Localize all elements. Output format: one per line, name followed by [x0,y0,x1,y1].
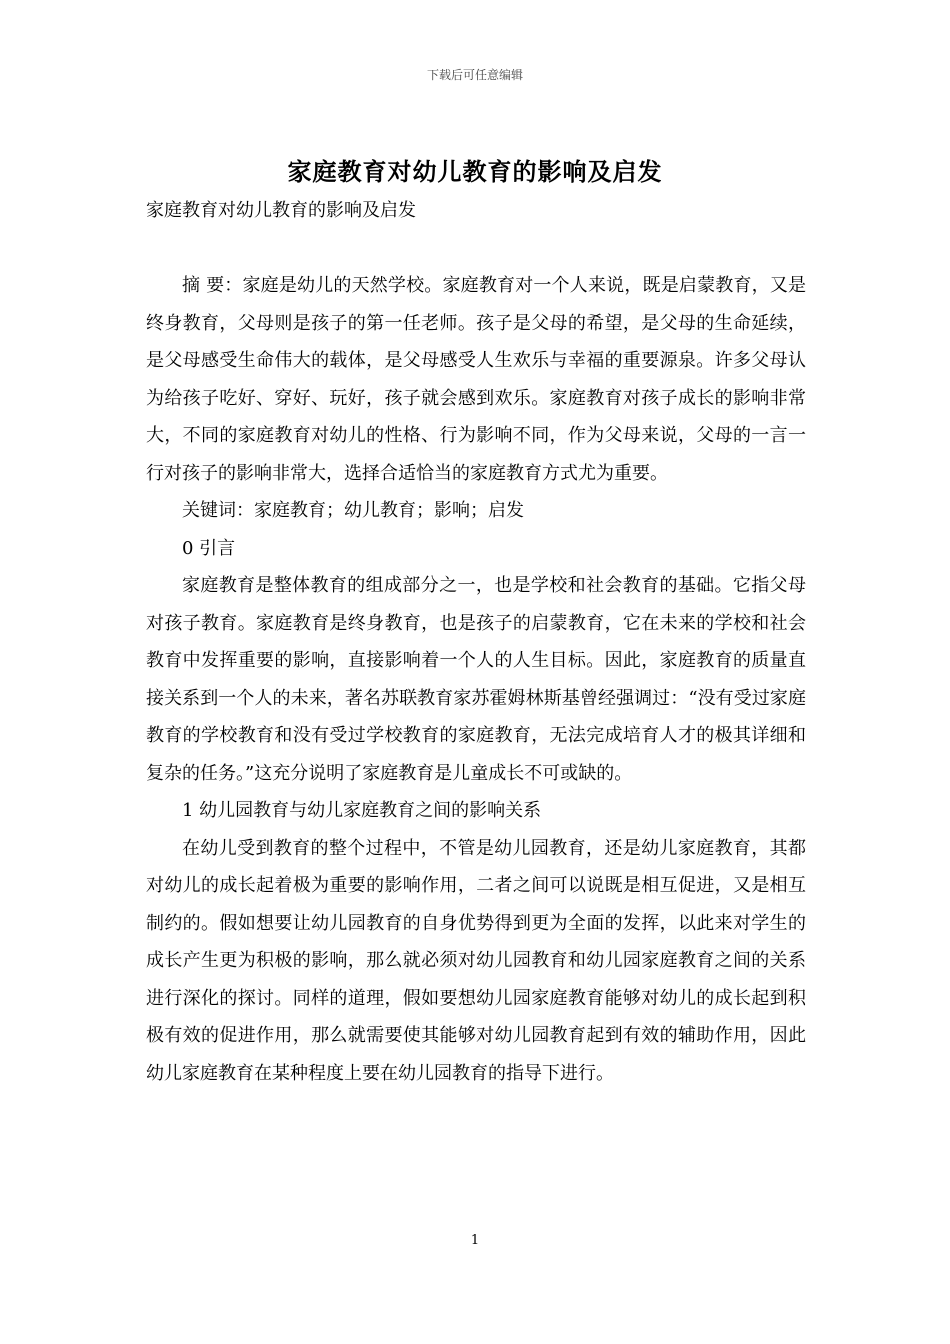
keywords-line: 关键词：家庭教育；幼儿教育；影响；启发 [182,500,524,521]
document-title: 家庭教育对幼儿教育的影响及启发 [287,157,663,186]
section-heading-introduction: 0 引言 [182,537,236,559]
section-heading-1: 1 幼儿园教育与幼儿家庭教育之间的影响关系 [182,800,542,821]
document-subtitle: 家庭教育对幼儿教育的影响及启发 [146,200,416,221]
introduction-paragraph: 家庭教育是整体教育的组成部分之一，也是学校和社会教育的基础。它指父母对孩子教育。家庭教育是终身教育，也是孩子的启蒙教育，它在未来的学校和社会教育中发挥重要的影响，直接影响着一个人的人生目标。因此，家庭教育的质量直接关系到一个人的未来，著名苏联教育家苏霍姆林斯基曾经强调过：“没有受过家庭教育的学校教育和没有受过学校教育的家庭教育，无法完成培育人才的极其详细和复杂的任务。”这充分说明了家庭教育是儿童成长不可或缺的。 [146,575,806,784]
abstract-paragraph: 摘 要：家庭是幼儿的天然学校。家庭教育对一个人来说，既是启蒙教育，又是终身教育，父母则是孩子的第一任老师。孩子是父母的希望，是父母的生命延续，是父母感受生命伟大的载体，是父母感受人生欢乐与幸福的重要源泉。许多父母认为给孩子吃好、穿好、玩好，孩子就会感到欢乐。家庭教育对孩子成长的影响非常大，不同的家庭教育对幼儿的性格、行为影响不同，作为父母来说，父母的一言一行对孩子的影响非常大，选择合适恰当的家庭教育方式尤为重要。 [146,275,806,484]
page-number: 1 [470,1233,480,1248]
section-1-paragraph: 在幼儿受到教育的整个过程中，不管是幼儿园教育，还是幼儿家庭教育，其都对幼儿的成长起着极为重要的影响作用，二者之间可以说既是相互促进，又是相互制约的。假如想要让幼儿园教育的自身优势得到更为全面的发挥，以此来对学生的成长产生更为积极的影响，那么就必须对幼儿园教育和幼儿园家庭教育之间的关系进行深化的探讨。同样的道理，假如要想幼儿园家庭教育能够对幼儿的成长起到积极有效的促进作用，那么就需要使其能够对幼儿园教育起到有效的辅助作用，因此幼儿家庭教育在某种程度上要在幼儿园教育的指导下进行。 [146,837,806,1084]
document-body [146,267,806,1092]
page-header: 下载后可任意编辑 [426,68,523,82]
